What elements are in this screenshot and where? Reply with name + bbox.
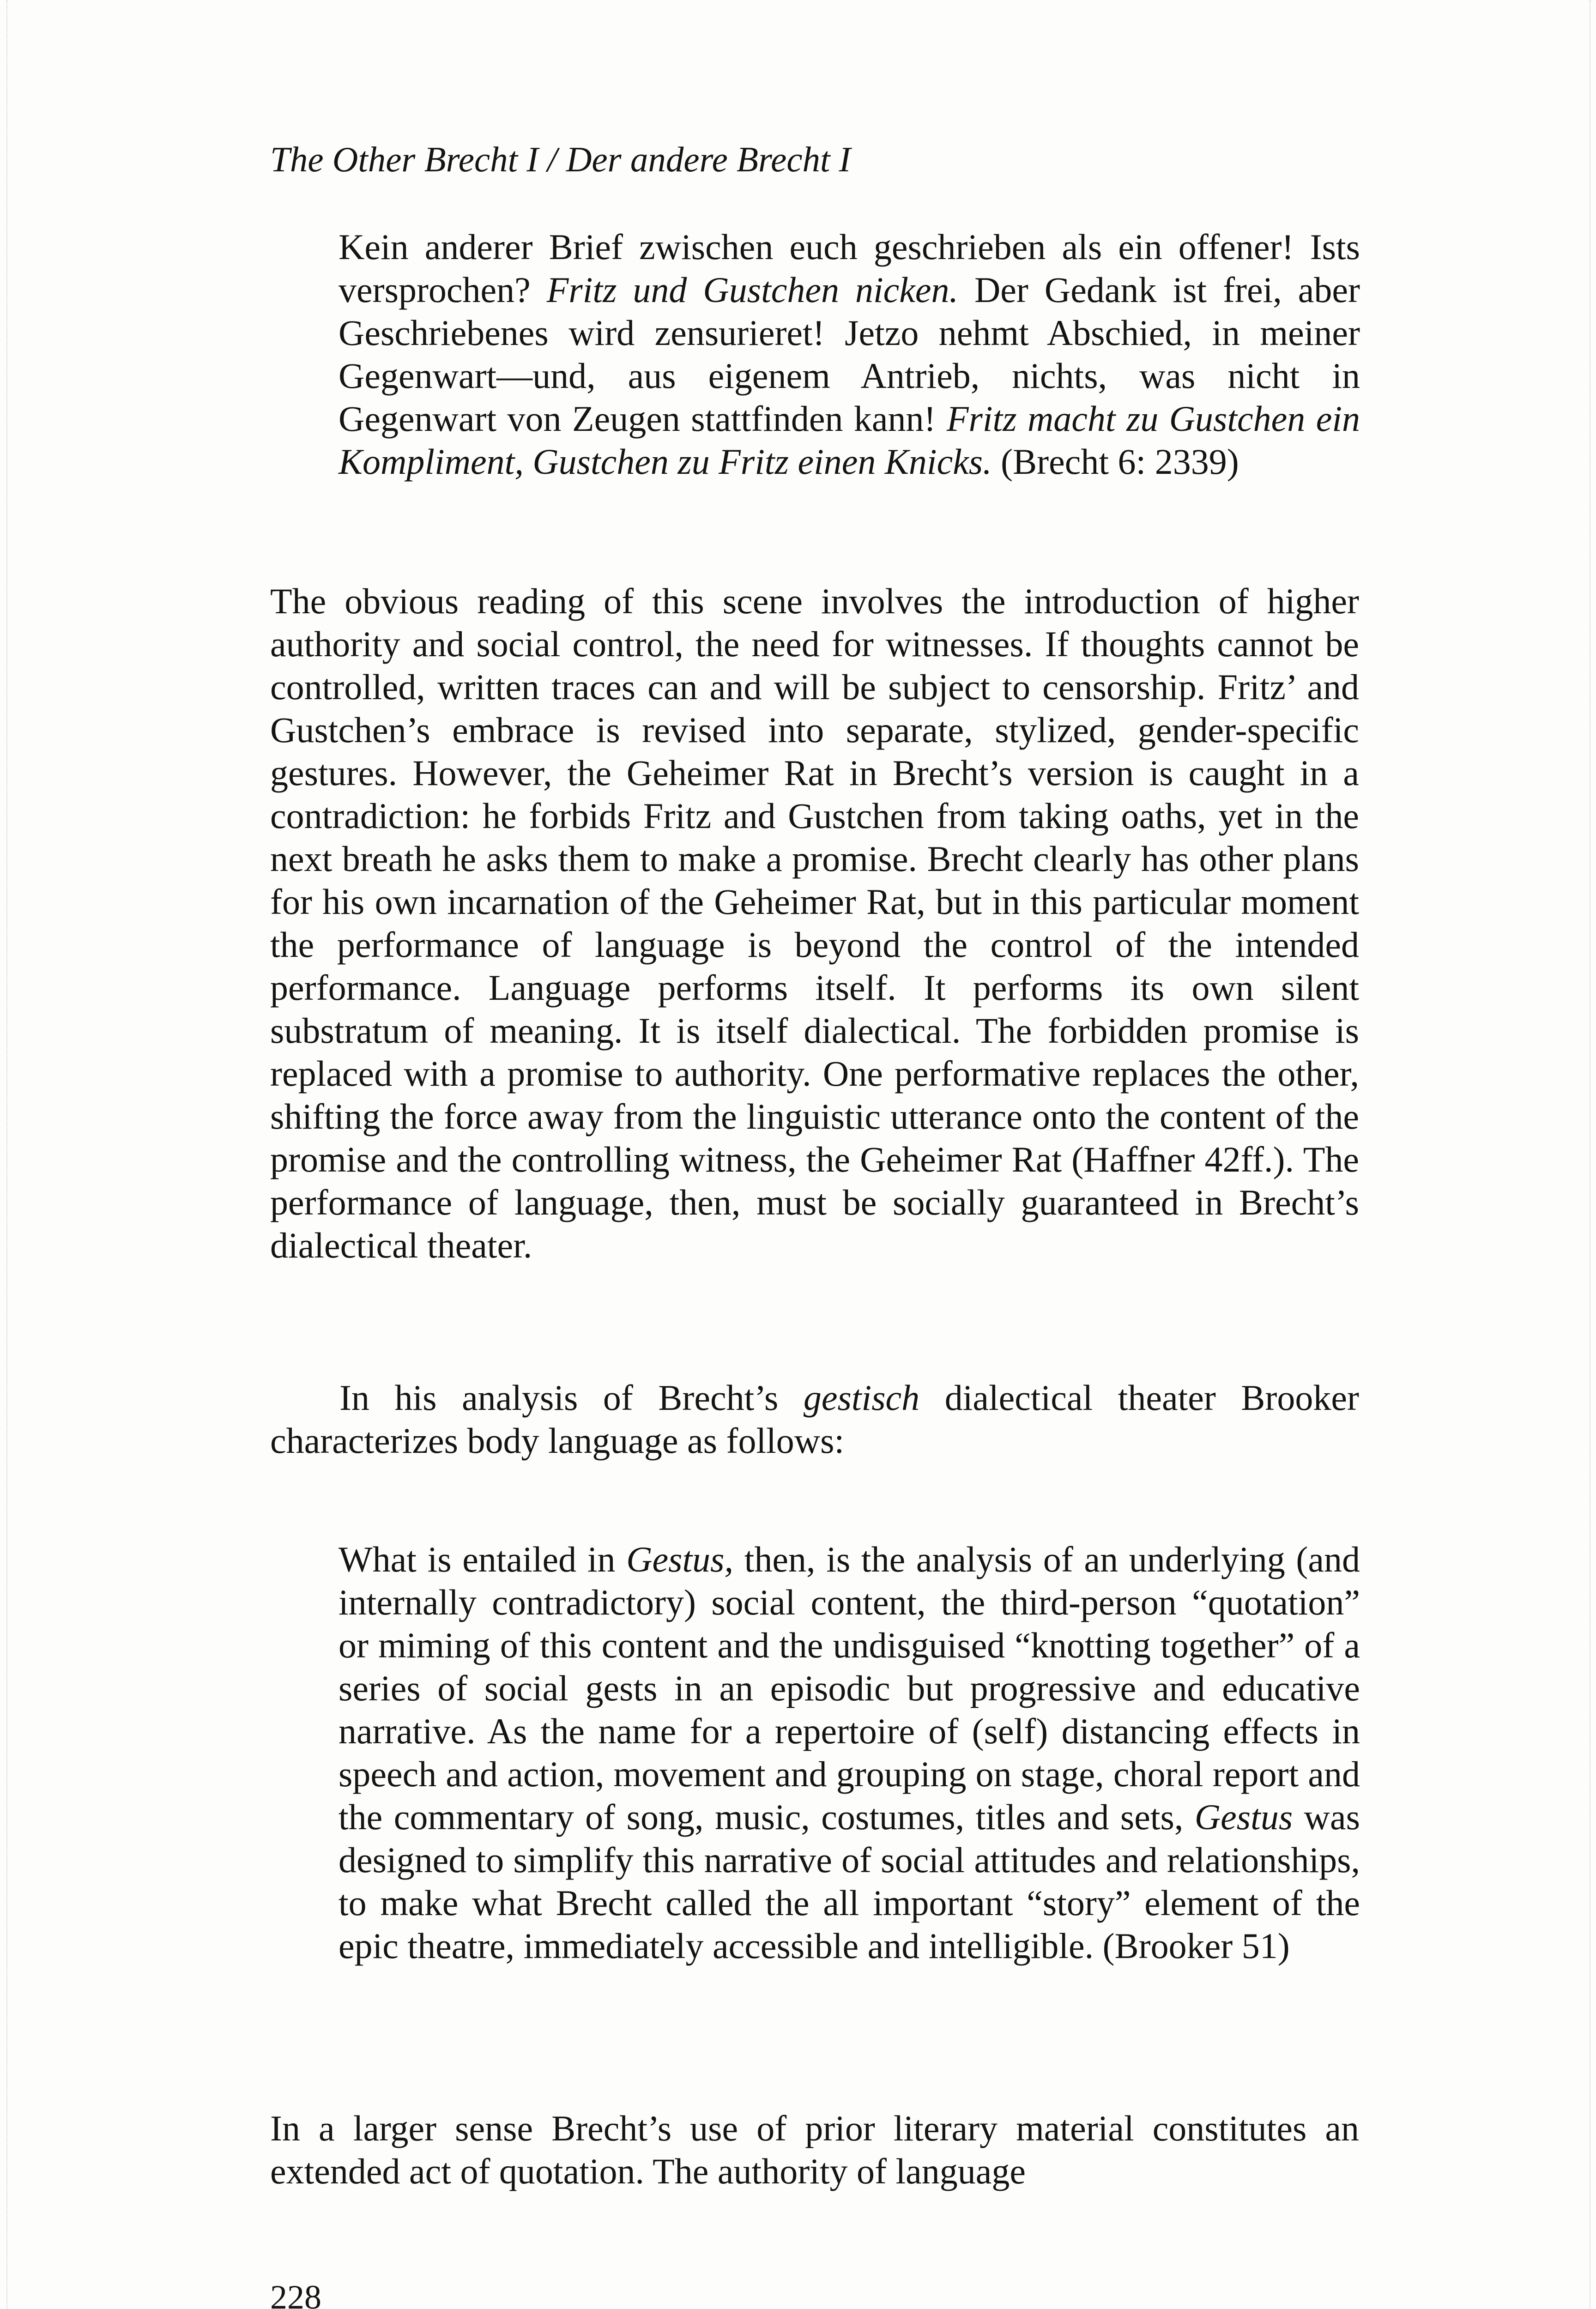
body-paragraph-1: The obvious reading of this scene involves the introduction of higher authority and social control, the need for witnesses. If thoughts cannot be controlled, written traces can and will be subject to censorship. Fritz’ and Gustchen’s embrace is revised into separate, stylized, gender-specific gestures. However, the Geheimer Rat in Brecht’s version is caught in a contradiction: he forbids Fritz and Gustchen from taking oaths, yet in the next breath he asks them to make a promise. Brecht clearly has other plans for his own incarnation of the Geheimer Rat, but in this particular moment the performance of language is beyond the control of the intended performance. Language performs itself. It performs its own silent substratum of meaning. It is itself dialectical. The forbidden promise is replaced with a promise to authority. One performative replaces the other, shifting the force away from the linguistic utterance onto the content of the promise and the controlling witness, the Geheimer Rat (Haffner 42ff.). The performance of language, then, must be socially guaranteed in Brecht’s dialectical theater. [270,581,1359,1265]
body-paragraph-3: In a larger sense Brecht’s use of prior literary material constitutes an extended act of quotation. The authority of language [270,2108,1359,2191]
block-quote-brecht: Kein anderer Brief zwischen euch geschrieben als ein offener! Ists versprochen? Fritz und Gustchen nicken. Der Gedank ist frei, aber Geschriebenes wird zensurieret! Jetzo nehmt Abschied, in meiner Gegenwart—und, aus eigenem Antrieb, nichts, was nicht in Gegenwart von Zeugen stattfinden kann! Fritz macht zu Gustchen ein Kompliment, Gustchen zu Fritz einen Knicks. (Brecht 6: 2339) [339,227,1360,482]
body-paragraph-2: In his analysis of Brecht’s gestisch dialectical theater Brooker characterizes body language as follows: [270,1378,1359,1461]
scan-left-edge [0,0,7,2309]
page-number: 228 [270,2279,321,2309]
scan-right-edge [1590,0,1596,2309]
running-head: The Other Brecht I / Der andere Brecht I [270,139,851,179]
block-quote-brooker: What is entailed in Gestus, then, is the analysis of an underlying (and internally contradictory) social content, the third-person “quotation” or miming of this content and the undisguised “knotting together” of a series of social gests in an episodic but progressive and educative narrative. As the name for a repertoire of (self) distancing effects in speech and action, movement and grouping on stage, choral report and the commentary of song, music, costumes, titles and sets, Gestus was designed to simplify this narrative of social attitudes and relationships, to make what Brecht called the all important “story” element of the epic theatre, immediately accessible and intelligible. (Brooker 51) [339,1539,1360,1966]
